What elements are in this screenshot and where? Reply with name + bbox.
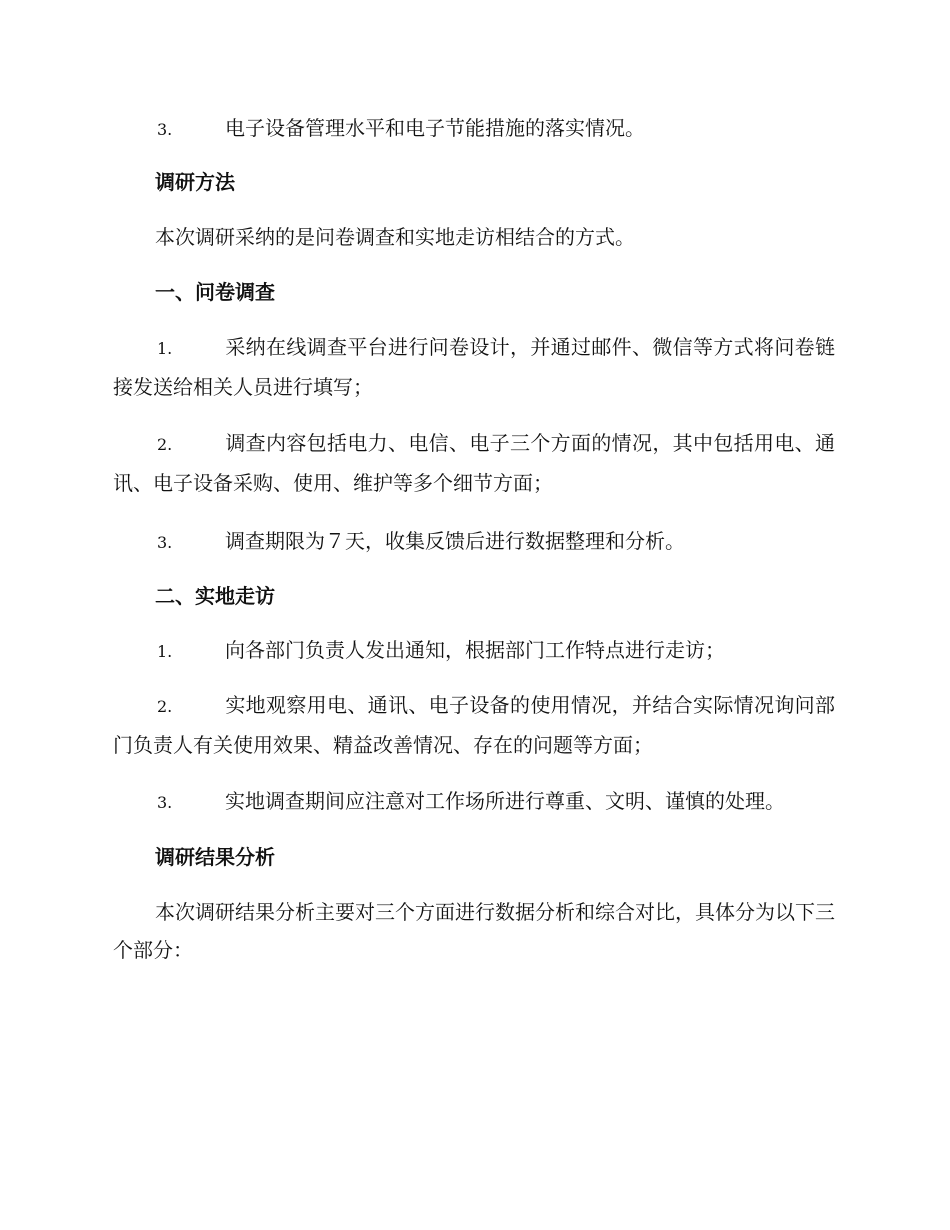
list-item: [113, 631, 835, 671]
list-item: [113, 686, 835, 764]
section-heading-field-visit: 二、实地走访: [155, 584, 275, 608]
list-item-number: 2.: [157, 697, 173, 716]
list-item-number: 1.: [157, 339, 173, 358]
paragraph: 本次调研采纳的是问卷调查和实地走访相结合的方式。: [155, 225, 635, 249]
section-heading-questionnaire: 一、问卷调查: [155, 280, 275, 304]
list-item-text: 调查期限为７天，收集反馈后进行数据整理和分析。: [225, 529, 685, 553]
list-item-text: 采纳在线调查平台进行问卷设计，并通过邮件、微信等方式将问卷链接发送给相关人员进行填写；: [113, 335, 835, 399]
list-item-text: 向各部门负责人发出通知，根据部门工作特点进行走访；: [225, 638, 725, 662]
section-heading-result-analysis: 调研结果分析: [155, 845, 275, 869]
section-heading-method: 调研方法: [155, 170, 235, 194]
list-item-number: 2.: [157, 435, 173, 454]
list-item-number: 1.: [157, 642, 173, 661]
list-item: [113, 328, 835, 406]
list-item: [113, 522, 835, 562]
list-item: [113, 109, 835, 149]
paragraph: 本次调研结果分析主要对三个方面进行数据分析和综合对比，具体分为以下三个部分：: [113, 900, 835, 962]
list-item-text: 实地调查期间应注意对工作场所进行尊重、文明、谨慎的处理。: [225, 789, 785, 813]
list-item: [113, 424, 835, 502]
list-item-number: 3.: [157, 793, 173, 812]
list-item-number: 3.: [157, 533, 173, 552]
list-item-text: 电子设备管理水平和电子节能措施的落实情况。: [225, 116, 645, 140]
list-item-text: 实地观察用电、通讯、电子设备的使用情况，并结合实际情况询问部门负责人有关使用效果、精益改善情况、存在的问题等方面；: [113, 693, 835, 757]
list-item: [113, 782, 835, 822]
list-item-text: 调查内容包括电力、电信、电子三个方面的情况，其中包括用电、通讯、电子设备采购、使用、维护等多个细节方面；: [113, 431, 835, 495]
list-item-number: 3.: [157, 120, 173, 139]
